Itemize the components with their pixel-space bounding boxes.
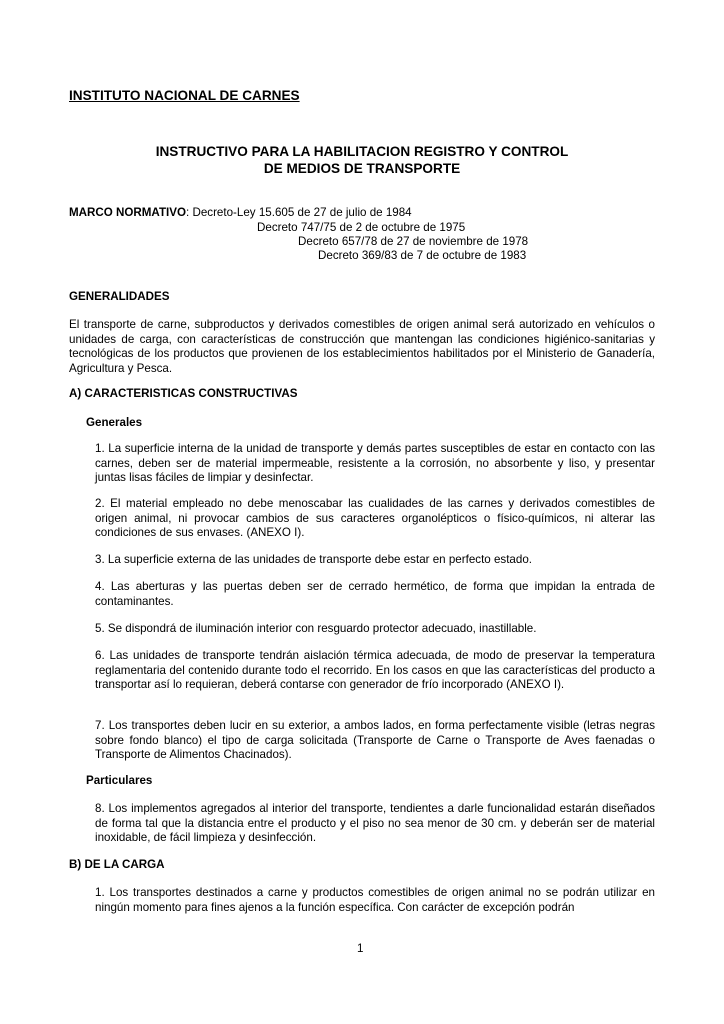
document-title-line-2: DE MEDIOS DE TRANSPORTE [263,161,461,176]
decree-line: Decreto 657/78 de 27 de noviembre de 1978 [298,235,529,248]
section-b-heading: B) DE LA CARGA [69,858,165,871]
marco-normativo [69,206,412,219]
particulares-subheading: Particulares [86,774,153,787]
list-item: 6. Las unidades de transporte tendrán aislación térmica adecuada, de modo de preservar la temperatura reglamentaria del contenido durante todo el recorrido. En los casos en que las características del producto a transportar así lo requieran, deberá contarse con generador de frío incorporado (ANEXO I). [95,649,655,692]
list-item: 5. Se dispondrá de iluminación interior con resguardo protector adecuado, inastillable. [95,622,537,635]
section-a-heading: A) CARACTERISTICAS CONSTRUCTIVAS [69,387,298,400]
list-item: 4. Las aberturas y las puertas deben ser de cerrado hermético, de forma que impidan la entrada de contaminantes. [95,580,655,608]
list-item: 7. Los transportes deben lucir en su exterior, a ambos lados, en forma perfectamente visible (letras negras sobre fondo blanco) el tipo de carga solicitada (Transporte de Carne o Transporte de Aves faenadas o Transporte de Alimentos Chacinados). [95,719,655,762]
list-item: 1. La superficie interna de la unidad de transporte y demás partes susceptibles de estar en contacto con las carnes, deben ser de material impermeable, resistente a la corrosión, no absorbente y liso, y presentar juntas lisas fáciles de limpiar y desinfectar. [95,442,655,485]
marco-normativo-label: MARCO NORMATIVO [69,206,187,219]
decree-line: Decreto 747/75 de 2 de octubre de 1975 [257,221,466,234]
decree-line: Decreto 369/83 de 7 de octubre de 1983 [318,249,527,262]
list-item: 3. La superficie externa de las unidades de transporte debe estar en perfecto estado. [95,553,532,566]
page-number: 1 [357,942,364,955]
marco-normativo-first-decree: : Decreto-Ley 15.605 de 27 de julio de 1984 [186,206,412,219]
list-item: 8. Los implementos agregados al interior del transporte, tendientes a darle funcionalidad estarán diseñados de forma tal que la distancia entre el producto y el piso no sea menor de 30 cm. y deberán ser de material inoxidable, de fácil limpieza y desinfección. [95,802,655,845]
institute-name: INSTITUTO NACIONAL DE CARNES [69,88,300,103]
generalidades-heading: GENERALIDADES [69,290,170,303]
list-item: 1. Los transportes destinados a carne y productos comestibles de origen animal no se podrán utilizar en ningún momento para fines ajenos a la función específica. Con carácter de excepción podrán [95,886,655,914]
generalidades-text: El transporte de carne, subproductos y derivados comestibles de origen animal será autorizado en vehículos o unidades de carga, con características de construcción que mantengan las condiciones higiénico-sanitarias y tecnológicas de los productos que provienen de los establecimientos habilitados por el Ministerio de Ganadería, Agricultura y Pesca. [69,318,655,375]
list-item: 2. El material empleado no debe menoscabar las cualidades de las carnes y derivados comestibles de origen animal, ni provocar cambios de sus caracteres organolépticos o físico-químicos, ni alterar las condiciones de sus envases. (ANEXO I). [95,497,655,540]
generales-subheading: Generales [86,416,143,429]
document-title-line-1: INSTRUCTIVO PARA LA HABILITACION REGISTRO Y CONTROL [155,144,569,159]
